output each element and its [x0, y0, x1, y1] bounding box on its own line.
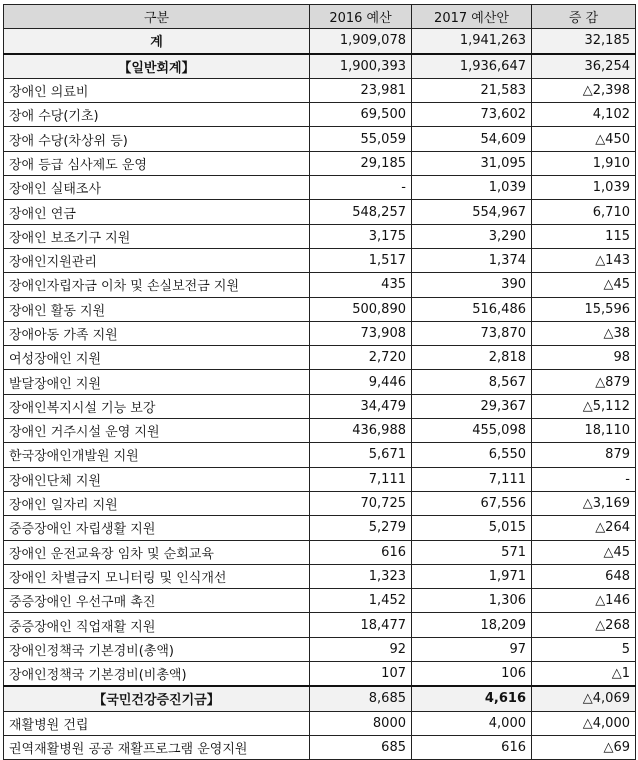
table-row — [4, 516, 636, 540]
value-2016: 8,685 — [310, 686, 412, 711]
table-row — [4, 540, 636, 564]
value-change: 6,710 — [532, 200, 636, 224]
row-label: 한국장애인개발원 지원 — [4, 443, 310, 467]
value-change: 1,039 — [532, 176, 636, 200]
row-label: 장애인단체 지원 — [4, 467, 310, 491]
value-2016: 500,890 — [310, 297, 412, 321]
value-change: 4,102 — [532, 103, 636, 127]
value-2017: 554,967 — [412, 200, 532, 224]
subtotal-row — [4, 29, 636, 54]
table-row — [4, 491, 636, 515]
table-row — [4, 297, 636, 321]
value-2017: 106 — [412, 662, 532, 687]
row-label: 여성장애인 지원 — [4, 346, 310, 370]
value-change: △143 — [532, 248, 636, 272]
value-change: 15,596 — [532, 297, 636, 321]
table-row — [4, 248, 636, 272]
value-2017: 29,367 — [412, 394, 532, 418]
header-change: 증 감 — [532, 5, 636, 29]
table-row — [4, 662, 636, 687]
row-label: 장애인 실태조사 — [4, 176, 310, 200]
row-label: 권역재활병원 공공 재활프로그램 운영지원 — [4, 735, 310, 759]
table-body — [4, 29, 636, 760]
value-change: 18,110 — [532, 419, 636, 443]
table-header — [4, 5, 636, 29]
table-row — [4, 443, 636, 467]
value-2016: 435 — [310, 273, 412, 297]
value-2017: 8,567 — [412, 370, 532, 394]
table-row — [4, 711, 636, 735]
value-change: 32,185 — [532, 29, 636, 54]
value-2016: 1,900,393 — [310, 54, 412, 79]
value-2017: 18,209 — [412, 613, 532, 637]
value-change: △450 — [532, 127, 636, 151]
row-label: 장애아동 가족 지원 — [4, 321, 310, 345]
value-change: △879 — [532, 370, 636, 394]
value-2017: 4,000 — [412, 711, 532, 735]
value-2017: 54,609 — [412, 127, 532, 151]
table-row — [4, 224, 636, 248]
table-row — [4, 321, 636, 345]
value-2017: 73,602 — [412, 103, 532, 127]
value-change: 1,910 — [532, 151, 636, 175]
value-change: 36,254 — [532, 54, 636, 79]
value-2016: 73,908 — [310, 321, 412, 345]
value-2016: 548,257 — [310, 200, 412, 224]
value-2016: 5,279 — [310, 516, 412, 540]
value-2017: 2,818 — [412, 346, 532, 370]
value-change: 648 — [532, 564, 636, 588]
row-label: 장애인 운전교육장 임차 및 순회교육 — [4, 540, 310, 564]
value-change: △4,000 — [532, 711, 636, 735]
value-2016: 70,725 — [310, 491, 412, 515]
value-2016: 436,988 — [310, 419, 412, 443]
value-2016: 685 — [310, 735, 412, 759]
table-row — [4, 370, 636, 394]
row-label: 【국민건강증진기금】 — [4, 686, 310, 711]
value-2017: 516,486 — [412, 297, 532, 321]
value-2016: - — [310, 176, 412, 200]
subtotal-row — [4, 686, 636, 711]
table-row — [4, 735, 636, 759]
row-label: 장애 수당(차상위 등) — [4, 127, 310, 151]
row-label: 장애인 활동 지원 — [4, 297, 310, 321]
value-2017: 455,098 — [412, 419, 532, 443]
row-label: 【일반회계】 — [4, 54, 310, 79]
value-2016: 5,671 — [310, 443, 412, 467]
value-2017: 3,290 — [412, 224, 532, 248]
value-2016: 107 — [310, 662, 412, 687]
table-row — [4, 151, 636, 175]
row-label: 장애인 연금 — [4, 200, 310, 224]
table-row — [4, 273, 636, 297]
value-change: 879 — [532, 443, 636, 467]
value-change: △69 — [532, 735, 636, 759]
value-change: △38 — [532, 321, 636, 345]
value-2017: 1,306 — [412, 589, 532, 613]
table-row — [4, 103, 636, 127]
value-change: △268 — [532, 613, 636, 637]
value-2016: 7,111 — [310, 467, 412, 491]
table-row — [4, 467, 636, 491]
row-label: 발달장애인 지원 — [4, 370, 310, 394]
value-2017: 5,015 — [412, 516, 532, 540]
value-change: △264 — [532, 516, 636, 540]
table-row — [4, 419, 636, 443]
row-label: 장애인복지시설 기능 보강 — [4, 394, 310, 418]
value-2016: 34,479 — [310, 394, 412, 418]
value-2017: 1,941,263 — [412, 29, 532, 54]
header-category: 구분 — [4, 5, 310, 29]
value-2017: 571 — [412, 540, 532, 564]
value-2017: 1,374 — [412, 248, 532, 272]
value-change: - — [532, 467, 636, 491]
value-2017: 67,556 — [412, 491, 532, 515]
value-2016: 616 — [310, 540, 412, 564]
header-2017-budget: 2017 예산안 — [412, 5, 532, 29]
row-label: 장애 등급 심사제도 운영 — [4, 151, 310, 175]
table-row — [4, 176, 636, 200]
row-label: 장애인 의료비 — [4, 78, 310, 102]
value-2017: 97 — [412, 637, 532, 661]
table-row — [4, 637, 636, 661]
table-row — [4, 127, 636, 151]
value-2016: 1,909,078 — [310, 29, 412, 54]
value-change: △1 — [532, 662, 636, 687]
value-change: △45 — [532, 273, 636, 297]
table-row — [4, 78, 636, 102]
row-label: 장애인지원관리 — [4, 248, 310, 272]
row-label: 장애 수당(기초) — [4, 103, 310, 127]
value-2016: 55,059 — [310, 127, 412, 151]
value-2017: 616 — [412, 735, 532, 759]
value-change: △5,112 — [532, 394, 636, 418]
value-2017: 4,616 — [412, 686, 532, 711]
row-label: 재활병원 건립 — [4, 711, 310, 735]
value-2016: 1,323 — [310, 564, 412, 588]
table-row — [4, 613, 636, 637]
header-row — [4, 5, 636, 29]
row-label: 장애인자립자금 이차 및 손실보전금 지원 — [4, 273, 310, 297]
row-label: 장애인정책국 기본경비(총액) — [4, 637, 310, 661]
row-label: 중증장애인 자립생활 지원 — [4, 516, 310, 540]
value-2017: 1,936,647 — [412, 54, 532, 79]
value-change: 115 — [532, 224, 636, 248]
table-row — [4, 564, 636, 588]
value-2017: 73,870 — [412, 321, 532, 345]
value-2017: 7,111 — [412, 467, 532, 491]
value-2016: 3,175 — [310, 224, 412, 248]
row-label: 장애인 거주시설 운영 지원 — [4, 419, 310, 443]
value-2017: 6,550 — [412, 443, 532, 467]
value-change: △2,398 — [532, 78, 636, 102]
value-2016: 1,517 — [310, 248, 412, 272]
value-change: △45 — [532, 540, 636, 564]
value-2016: 29,185 — [310, 151, 412, 175]
value-2016: 23,981 — [310, 78, 412, 102]
budget-table — [3, 4, 636, 760]
value-change: △4,069 — [532, 686, 636, 711]
row-label: 중증장애인 직업재활 지원 — [4, 613, 310, 637]
row-label: 장애인 보조기구 지원 — [4, 224, 310, 248]
value-2016: 9,446 — [310, 370, 412, 394]
subtotal-row — [4, 54, 636, 79]
value-2016: 69,500 — [310, 103, 412, 127]
row-label: 장애인 일자리 지원 — [4, 491, 310, 515]
value-2016: 92 — [310, 637, 412, 661]
row-label: 계 — [4, 29, 310, 54]
row-label: 중증장애인 우선구매 촉진 — [4, 589, 310, 613]
value-2017: 1,971 — [412, 564, 532, 588]
row-label: 장애인정책국 기본경비(비총액) — [4, 662, 310, 687]
value-2016: 2,720 — [310, 346, 412, 370]
value-2016: 8000 — [310, 711, 412, 735]
value-2016: 1,452 — [310, 589, 412, 613]
header-2016-budget: 2016 예산 — [310, 5, 412, 29]
value-2016: 18,477 — [310, 613, 412, 637]
value-2017: 390 — [412, 273, 532, 297]
table-row — [4, 394, 636, 418]
table-row — [4, 589, 636, 613]
value-change: 5 — [532, 637, 636, 661]
value-2017: 21,583 — [412, 78, 532, 102]
table-row — [4, 346, 636, 370]
row-label: 장애인 차별금지 모니터링 및 인식개선 — [4, 564, 310, 588]
value-2017: 31,095 — [412, 151, 532, 175]
value-change: △146 — [532, 589, 636, 613]
value-change: 98 — [532, 346, 636, 370]
value-2017: 1,039 — [412, 176, 532, 200]
value-change: △3,169 — [532, 491, 636, 515]
table-row — [4, 200, 636, 224]
